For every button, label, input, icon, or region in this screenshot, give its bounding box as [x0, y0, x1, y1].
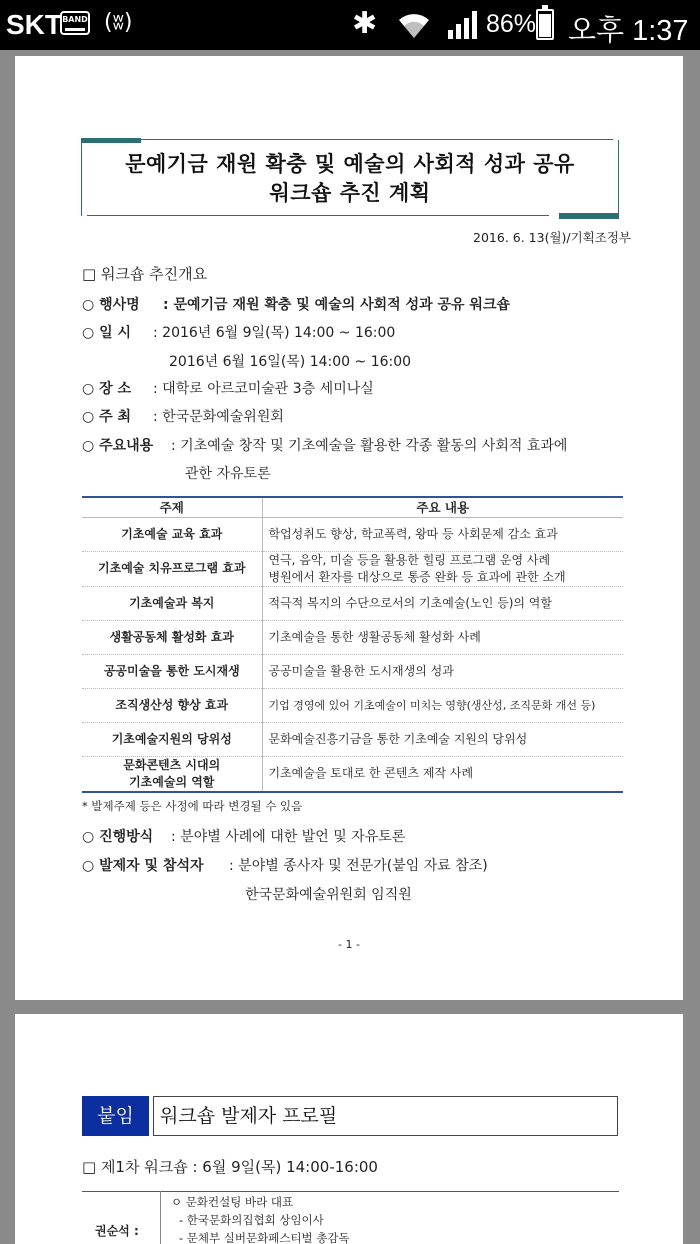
content-line: 연극, 음악, 미술 등을 활용한 힐링 프로그램 운영 사례: [268, 552, 551, 567]
content-value-1: : 기초예술 창작 및 기초예술을 활용한 각종 활동의 사회적 효과에: [171, 438, 568, 454]
table-row: [82, 688, 623, 722]
content-label: ○ 주요내용: [82, 438, 154, 454]
divider: [160, 1191, 161, 1244]
document-date: 2016. 6. 13(월)/기획조정부: [473, 230, 631, 245]
table-row: [82, 586, 623, 620]
band-app-icon: BAND: [60, 11, 90, 35]
carrier-label: SKT: [6, 9, 62, 40]
presenter-name: 권순석 :: [95, 1224, 139, 1238]
battery-icon: [536, 9, 554, 40]
status-bar: [0, 0, 700, 50]
presenter-value: : 분야별 종사자 및 전문가(붙임 자료 참조): [229, 858, 488, 874]
content-cell: 기초예술을 토대로 한 콘텐츠 제작 사례: [262, 756, 623, 792]
host-label: ○ 주 최: [82, 409, 132, 425]
presenter-value-2: 한국문화예술위원회 임직원: [245, 887, 412, 903]
datetime-label: ○ 일 시: [82, 325, 132, 341]
appendix-tag: 붙임: [82, 1096, 149, 1136]
page-number: - 1 -: [338, 938, 360, 951]
signal-icon: [446, 10, 480, 40]
topic-cell: 기초예술 교육 효과: [82, 517, 262, 551]
host-value: : 한국문화예술위원회: [153, 409, 284, 425]
content-cell: [262, 551, 623, 586]
content-cell: 문화예술진흥기금을 통한 기초예술 지원의 당위성: [262, 722, 623, 756]
topic-cell: 조직생산성 향상 효과: [82, 688, 262, 722]
topic-cell: 기초예술 치유프로그램 효과: [82, 551, 262, 586]
battery-percent: 86%: [486, 10, 537, 38]
topic-line: 문화콘텐츠 시대의: [123, 757, 221, 772]
table-header: 주제: [82, 497, 262, 517]
method-label: ○ 진행방식: [82, 829, 154, 845]
place-label: ○ 장 소: [82, 381, 132, 397]
topic-line: 기초예술의 역할: [129, 774, 215, 789]
wifi-calling-icon: (ʬ): [104, 10, 133, 35]
topic-cell: 생활공동체 활성화 효과: [82, 620, 262, 654]
event-value: : 문예기금 재원 확충 및 예술의 사회적 성과 공유 워크숍: [163, 297, 510, 313]
document-title: 문예기금 재원 확충 및 예술의 사회적 성과 공유 워크숍 추진 계획: [125, 152, 575, 205]
table-header: 주요 내용: [262, 497, 623, 517]
datetime-value-1: : 2016년 6월 9일(목) 14:00 ~ 16:00: [153, 325, 396, 341]
profile-line: - 문체부 실버문화페스티벌 총감독: [179, 1231, 350, 1244]
datetime-value-2: 2016년 6월 16일(목) 14:00 ~ 16:00: [169, 354, 412, 370]
wifi-icon: [396, 10, 432, 40]
content-cell: 기초예술을 통한 생활공동체 활성화 사례: [262, 620, 623, 654]
title-box: [81, 140, 619, 216]
content-value-2: 관한 자유토론: [185, 466, 271, 482]
topics-table: [82, 496, 623, 793]
table-row: [82, 756, 623, 792]
event-label: ○ 행사명: [82, 297, 140, 313]
table-row: [82, 722, 623, 756]
content-cell: 적극적 복지의 수단으로서의 기초예술(노인 등)의 역할: [262, 586, 623, 620]
method-value: : 분야별 사례에 대한 발언 및 자유토론: [171, 829, 406, 845]
presenter-label: ○ 발제자 및 참석자: [82, 858, 204, 874]
place-value: : 대학로 아르코미술관 3층 세미나실: [153, 381, 374, 397]
document-page-1[interactable]: [15, 56, 683, 1000]
table-row: [82, 517, 623, 551]
clock: 오후 1:37: [568, 15, 689, 47]
document-page-2[interactable]: [15, 1014, 683, 1244]
divider: [82, 1191, 619, 1192]
table-row: [82, 620, 623, 654]
section-heading: □ 워크숍 추진개요: [82, 265, 208, 283]
table-row: [82, 551, 623, 586]
bluetooth-icon: ✱: [352, 6, 378, 41]
topic-cell: [82, 756, 262, 792]
topic-cell: 기초예술지원의 당위성: [82, 722, 262, 756]
topic-cell: 공공미술을 통한 도시재생: [82, 654, 262, 688]
table-row: [82, 654, 623, 688]
topic-cell: 기초예술과 복지: [82, 586, 262, 620]
session-heading: □ 제1차 워크숍 : 6월 9일(목) 14:00-16:00: [82, 1158, 378, 1176]
content-cell: 기업 경영에 있어 기초예술이 미치는 영향(생산성, 조직문화 개선 등): [262, 688, 623, 722]
appendix-title: 워크숍 발제자 프로필: [153, 1096, 618, 1136]
profile-line: ㅇ 문화컨설팅 바라 대표: [171, 1195, 294, 1209]
content-cell: 학업성취도 향상, 학교폭력, 왕따 등 사회문제 감소 효과: [262, 517, 623, 551]
content-cell: 공공미술을 활용한 도시재생의 성과: [262, 654, 623, 688]
content-line: 병원에서 환자를 대상으로 통증 완화 등 효과에 관한 소개: [268, 569, 566, 584]
table-header-row: [82, 497, 623, 517]
profile-line: - 한국문화의집협회 상임이사: [179, 1213, 324, 1227]
table-note: * 발제주제 등은 사정에 따라 변경될 수 있음: [82, 799, 303, 813]
